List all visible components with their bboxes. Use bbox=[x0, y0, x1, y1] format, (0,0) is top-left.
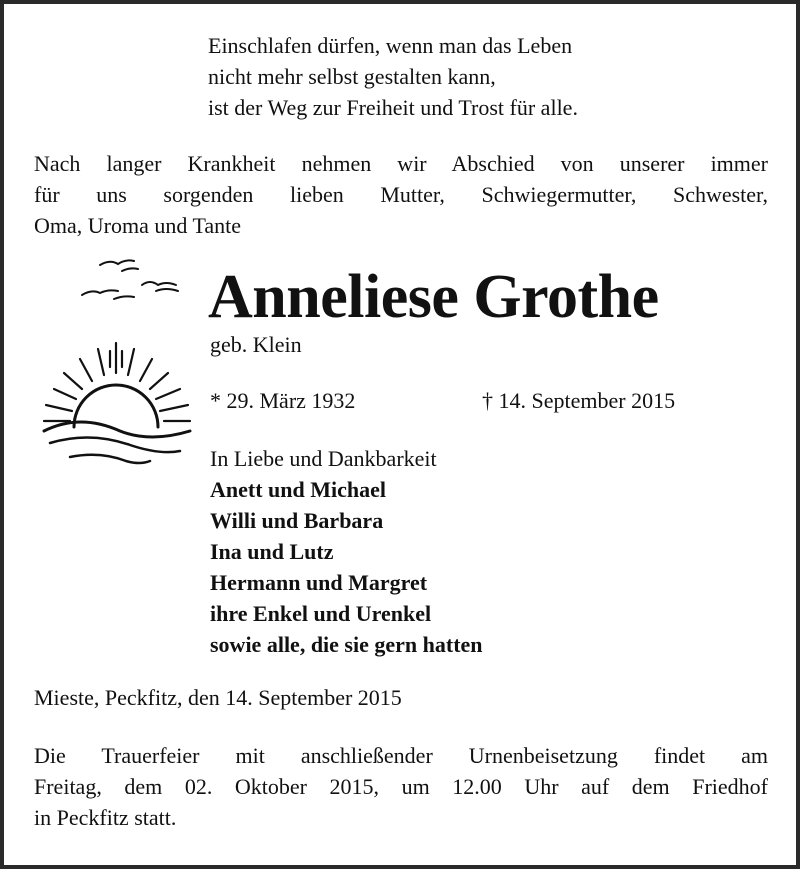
poem-line: ist der Weg zur Freiheit und Trost für alle. bbox=[208, 95, 578, 120]
funeral-line: Die Trauerfeier mit anschließender Urnenbeisetzung findet am bbox=[34, 743, 768, 768]
intro-line: Oma, Uroma und Tante bbox=[34, 213, 242, 238]
funeral-line: in Peckfitz statt. bbox=[34, 805, 177, 830]
death-date: † 14. September 2015 bbox=[482, 388, 676, 413]
funeral-paragraph bbox=[34, 740, 768, 833]
intro-paragraph bbox=[34, 148, 768, 241]
intro-line: für uns sorgenden lieben Mutter, Schwiegermutter, Schwester, bbox=[34, 182, 768, 207]
mourners-intro: In Liebe und Dankbarkeit bbox=[210, 446, 437, 471]
birds-icon bbox=[82, 260, 178, 299]
birth-name: geb. Klein bbox=[210, 332, 302, 357]
intro-line: Nach langer Krankheit nehmen wir Abschied von unserer immer bbox=[34, 151, 768, 176]
funeral-line: Freitag, dem 02. Oktober 2015, um 12.00 Uhr auf dem Friedhof bbox=[34, 774, 768, 799]
place-date: Mieste, Peckfitz, den 14. September 2015 bbox=[34, 685, 402, 710]
mourner-name: Willi und Barbara bbox=[210, 508, 384, 533]
mourner-name: Anett und Michael bbox=[210, 477, 386, 502]
mourner-name: Ina und Lutz bbox=[210, 539, 334, 564]
decoration-artwork bbox=[30, 255, 200, 470]
mourner-name: ihre Enkel und Urenkel bbox=[210, 601, 432, 626]
poem-line: nicht mehr selbst gestalten kann, bbox=[208, 64, 496, 89]
mourner-name: Hermann und Margret bbox=[210, 570, 428, 595]
poem-line: Einschlafen dürfen, wenn man das Leben bbox=[208, 33, 573, 58]
deceased-name: Anneliese Grothe bbox=[208, 263, 659, 331]
sunset-hills-icon bbox=[44, 343, 190, 463]
mourner-name: sowie alle, die sie gern hatten bbox=[210, 632, 483, 657]
birth-date: * 29. März 1932 bbox=[210, 388, 356, 413]
